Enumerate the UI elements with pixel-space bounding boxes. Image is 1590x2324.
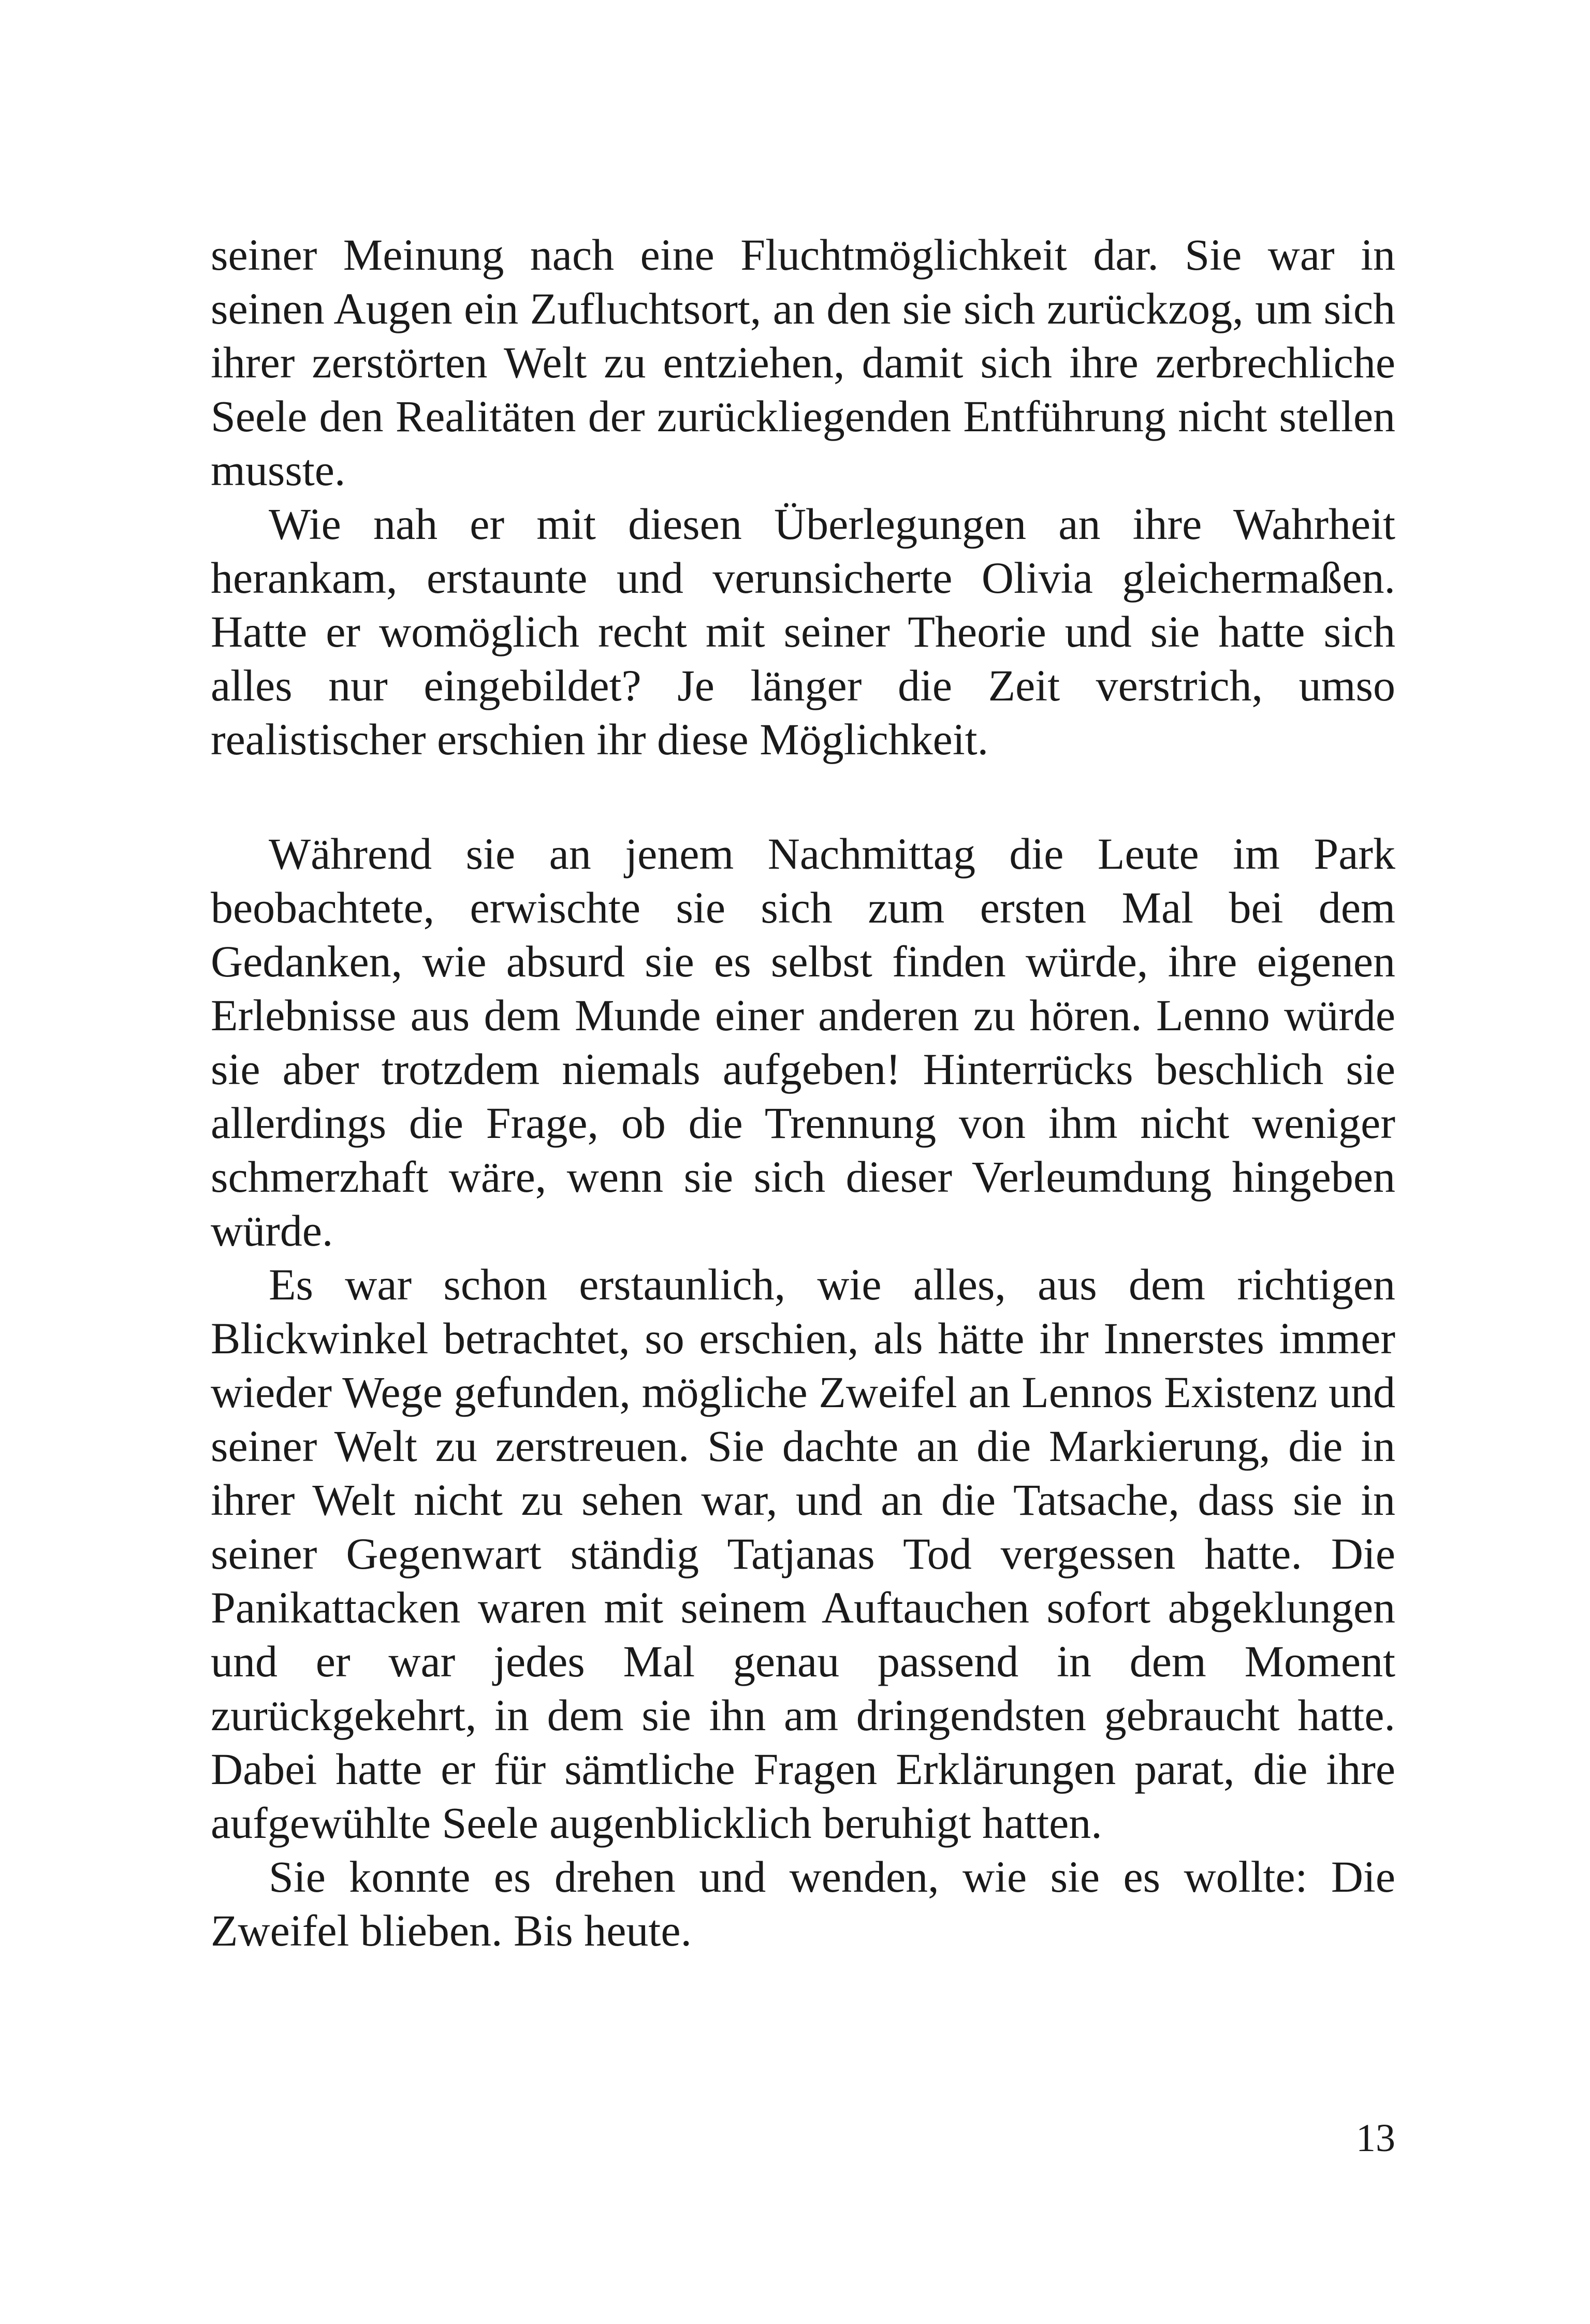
text-section-1 xyxy=(211,228,1395,766)
paragraph: Es war schon erstaunlich, wie alles, aus dem richtigen Blickwinkel betrachtet, so erschien, als hätte ihr Innerstes immer wieder Wege gefunden, mögliche Zweifel an Lennos Existenz und seiner Welt zu zerstreuen. Sie dachte an die Markierung, die in ihrer Welt nicht zu sehen war, und an die Tatsache, dass sie in seiner Gegenwart ständig Tatjanas Tod vergessen hatte. Die Panikattacken waren mit seinem Auftauchen sofort abgeklungen und er war jedes Mal genau passend in dem Moment zurückgekehrt, in dem sie ihn am dringendsten gebraucht hatte. Dabei hatte er für sämtliche Fragen Erklärungen parat, die ihre aufgewühlte Seele augenblicklich beruhigt hatten. xyxy=(211,1260,1395,1848)
text-section-2 xyxy=(211,827,1395,1957)
paragraph: Wie nah er mit diesen Überlegungen an ihre Wahrheit herankam, erstaunte und verunsicherte Olivia gleichermaßen. Hatte er womöglich recht mit seiner Theorie und sie hatte sich alles nur eingebildet? Je länger die Zeit verstrich, umso realistischer erschien ihr diese Möglichkeit. xyxy=(211,499,1395,764)
page-number: 13 xyxy=(1356,2116,1395,2160)
paragraph: Sie konnte es drehen und wenden, wie sie es wollte: Die Zweifel blieben. Bis heute. xyxy=(211,1852,1395,1955)
paragraph: Während sie an jenem Nachmittag die Leute im Park beobachtete, erwischte sie sich zum ersten Mal bei dem Gedanken, wie absurd sie es selbst finden würde, ihre eigenen Erlebnisse aus dem Munde einer anderen zu hören. Lenno würde sie aber trotzdem niemals aufgeben! Hinterrücks beschlich sie allerdings die Frage, ob die Trennung von ihm nicht weniger schmerzhaft wäre, wenn sie sich dieser Verleumdung hingeben würde. xyxy=(211,829,1395,1255)
paragraph-continued: seiner Meinung nach eine Fluchtmöglichkeit dar. Sie war in seinen Augen ein Zufluchtsort, an den sie sich zurückzog, um sich ihrer zerstörten Welt zu entziehen, damit sich ihre zerbrechliche Seele den Realitäten der zurückliegenden Entführung nicht stellen musste. xyxy=(211,230,1395,495)
